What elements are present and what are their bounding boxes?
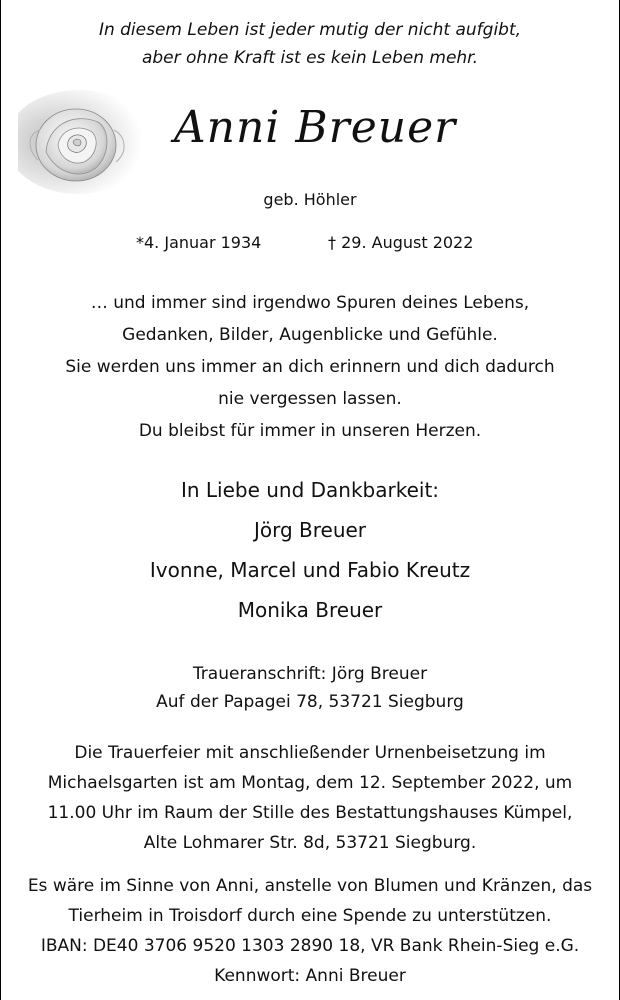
- poem-line: Gedanken, Bilder, Augenblicke und Gefühle.: [122, 325, 498, 345]
- deceased-name: Anni Breuer: [173, 102, 457, 153]
- poem-line: nie vergessen lassen.: [218, 389, 402, 409]
- poem-line: … und immer sind irgendwo Spuren deines Lebens,: [90, 293, 530, 313]
- ceremony-line: Alte Lohmarer Str. 8d, 53721 Siegburg.: [143, 833, 477, 853]
- ceremony-line: Michaelsgarten ist am Montag, dem 12. September 2022, um: [47, 773, 573, 793]
- death-date: † 29. August 2022: [328, 233, 474, 252]
- ceremony-info: [0, 738, 620, 858]
- rose-image: [18, 90, 168, 195]
- donation-line: Es wäre im Sinne von Anni, anstelle von Blumen und Kränzen, das: [27, 876, 593, 896]
- address-line: Auf der Papagei 78, 53721 Siegburg: [156, 692, 464, 712]
- family-line: Ivonne, Marcel und Fabio Kreutz: [149, 558, 471, 582]
- motto: [0, 16, 620, 72]
- birth-name: geb. Höhler: [263, 190, 357, 209]
- ceremony-line: Die Trauerfeier mit anschließender Urnenbeisetzung im: [74, 743, 546, 763]
- family-line: Jörg Breuer: [253, 518, 367, 542]
- family-line: Monika Breuer: [237, 598, 383, 622]
- poem-line: Sie werden uns immer an dich erinnern und dich dadurch: [65, 357, 555, 377]
- donation-info: [0, 871, 620, 991]
- poem-line: Du bleibst für immer in unseren Herzen.: [138, 421, 482, 441]
- life-dates: [0, 231, 620, 257]
- motto-line: aber ohne Kraft ist es kein Leben mehr.: [141, 48, 479, 68]
- family-line: In Liebe und Dankbarkeit:: [180, 478, 440, 502]
- address-line: Traueranschrift: Jörg Breuer: [192, 664, 428, 684]
- birth-date: *4. Januar 1934: [136, 233, 262, 252]
- donation-line: IBAN: DE40 3706 9520 1303 2890 18, VR Bank Rhein-Sieg e.G.: [40, 936, 580, 956]
- donation-line: Kennwort: Anni Breuer: [214, 966, 406, 986]
- donation-line: Tierheim in Troisdorf durch eine Spende zu unterstützen.: [68, 906, 552, 926]
- mourning-address: [0, 660, 620, 716]
- poem: [0, 287, 620, 447]
- ceremony-line: 11.00 Uhr im Raum der Stille des Bestattungshauses Kümpel,: [47, 803, 573, 823]
- family-signature: [0, 470, 620, 630]
- motto-line: In diesem Leben ist jeder mutig der nicht aufgibt,: [98, 20, 522, 40]
